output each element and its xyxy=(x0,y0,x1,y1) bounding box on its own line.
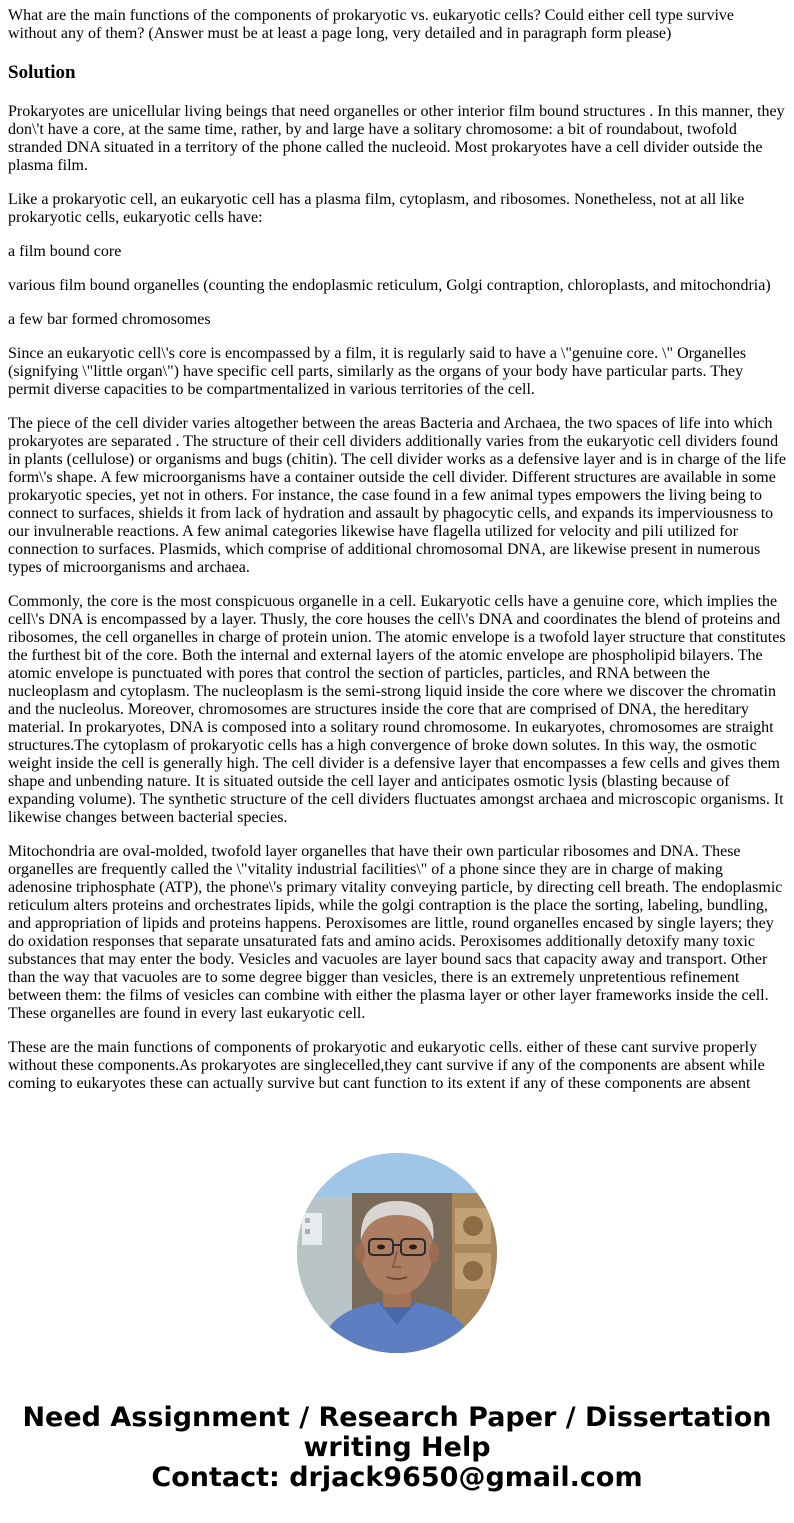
promo-line-assignment: Need Assignment / Research Paper / Dissertation xyxy=(22,1402,772,1433)
list-line-membrane-core: a film bound core xyxy=(8,243,122,260)
promo-line-contact-email: Contact: drjack9650@gmail.com xyxy=(151,1462,643,1493)
paragraph-prokaryotes-intro: Prokaryotes are unicellular living beings that need organelles or other interior film bound structures . In this manner, they don\'t have a core, at the same time, rather, by and large have a solitary chromosome: a bit of roundabout, twofold stranded DNA situated in a territory of the phone called the nucleoid. Most prokaryotes have a cell divider outside the plasma film. xyxy=(8,103,785,174)
promo-line-writing-help: writing Help xyxy=(303,1432,491,1463)
solution-body xyxy=(8,103,786,1093)
author-avatar xyxy=(297,1153,497,1353)
paragraph-nucleus: Commonly, the core is the most conspicuous organelle in a cell. Eukaryotic cells have a genuine core, which implies the cell\'s DNA is encompassed by a layer. Thusly, the core houses the cell\'s DNA and coordinates the blend of proteins and ribosomes, the cell organelles in charge of protein union. The atomic envelope is a twofold layer structure that constitutes the furthest bit of the core. Both the internal and external layers of the atomic envelope are phospholipid bilayers. The atomic envelope is punctuated with pores that control the section of particles, particles, and RNA between the nucleoplasm and cytoplasm. The nucleoplasm is the semi-strong liquid inside the core where we discover the chromatin and the nucleolus. Moreover, chromosomes are structures inside the core that are comprised of DNA, the hereditary material. In prokaryotes, DNA is composed into a solitary round chromosome. In eukaryotes, chromosomes are straight structures.The cytoplasm of prokaryotic cells has a high convergence of broke down solutes. In this way, the osmotic weight inside the cell is generally high. The cell divider is a defensive layer that encompasses a few cells and gives them shape and unbending nature. It is situated outside the cell layer and anticipates osmotic lysis (blasting because of expanding volume). The synthetic structure of the cell dividers fluctuates amongst archaea and microscopic organisms. It likewise changes between bacterial species. xyxy=(8,593,786,826)
paragraph-eukaryote-comparison: Like a prokaryotic cell, an eukaryotic cell has a plasma film, cytoplasm, and ribosomes. Nonetheless, not at all like prokaryotic cells, eukaryotic cells have: xyxy=(8,191,745,226)
author-portrait-illustration xyxy=(297,1153,497,1353)
answer-document xyxy=(8,7,786,1109)
solution-heading: Solution xyxy=(8,62,76,83)
paragraph-mitochondria: Mitochondria are oval-molded, twofold layer organelles that have their own particular ribosomes and DNA. These organelles are frequently called the \"vitality industrial facilities\" of a phone since they are in charge of making adenosine triphosphate (ATP), the phone\'s primary vitality conveying particle, by directing cell breath. The endoplasmic reticulum alters proteins and orchestrates lipids, while the golgi contraption is the place the sorting, labeling, bundling, and appropriation of lipids and proteins happens. Peroxisomes are little, round organelles encased by single layers; they do oxidation responses that separate unsaturated fats and amino acids. Peroxisomes additionally detoxify many toxic substances that may enter the body. Vesicles and vacuoles are layer bound sacs that capacity away and transport. Other than the way that vacuoles are to some degree bigger than vesicles, there is an extremely unpretentious refinement between them: the films of vesicles can combine with either the plasma layer or other layer frameworks inside the cell. These organelles are found in every last eukaryotic cell. xyxy=(8,843,783,1022)
list-line-organelles: various film bound organelles (counting the endoplasmic reticulum, Golgi contraption, chloroplasts, and mitochondria) xyxy=(8,277,771,294)
list-line-chromosomes: a few bar formed chromosomes xyxy=(8,311,211,328)
paragraph-genuine-core: Since an eukaryotic cell\'s core is encompassed by a film, it is regularly said to have a \"genuine core. \" Organelles (signifying \"little organ\") have specific cell parts, similarly as the organs of your body have particular parts. They permit diverse capacities to be compartmentalized in various territories of the cell. xyxy=(8,345,747,398)
paragraph-cell-wall: The piece of the cell divider varies altogether between the areas Bacteria and Archaea, the two spaces of life into which prokaryotes are separated . The structure of their cell dividers additionally varies from the eukaryotic cell dividers found in plants (cellulose) or organisms and bugs (chitin). The cell divider works as a defensive layer and is in charge of the life form\'s shape. A few microorganisms have a container outside the cell divider. Different structures are available in some prokaryotic species, yet not in others. For instance, the case found in a few animal types empowers the living being to connect to surfaces, shields it from lack of hydration and assault by phagocytic cells, and expands its imperviousness to our invulnerable reactions. A few animal categories likewise have flagella utilized for velocity and pili utilized for connection to surfaces. Plasmids, which comprise of additional chromosomal DNA, are likewise present in numerous types of microorganisms and archaea. xyxy=(8,415,786,576)
question-text: What are the main functions of the components of prokaryotic vs. eukaryotic cells? Could either cell type survive without any of them? (Answer must be at least a page long, very detailed and in paragraph form please) xyxy=(8,7,734,42)
promo-footer xyxy=(0,1403,794,1493)
paragraph-conclusion: These are the main functions of components of prokaryotic and eukaryotic cells. either of these cant survive properly without these components.As prokaryotes are singlecelled,they cant survive if any of the components are absent while coming to eukaryotes these can actually survive but cant function to its extent if any of these components are absent xyxy=(8,1039,765,1092)
